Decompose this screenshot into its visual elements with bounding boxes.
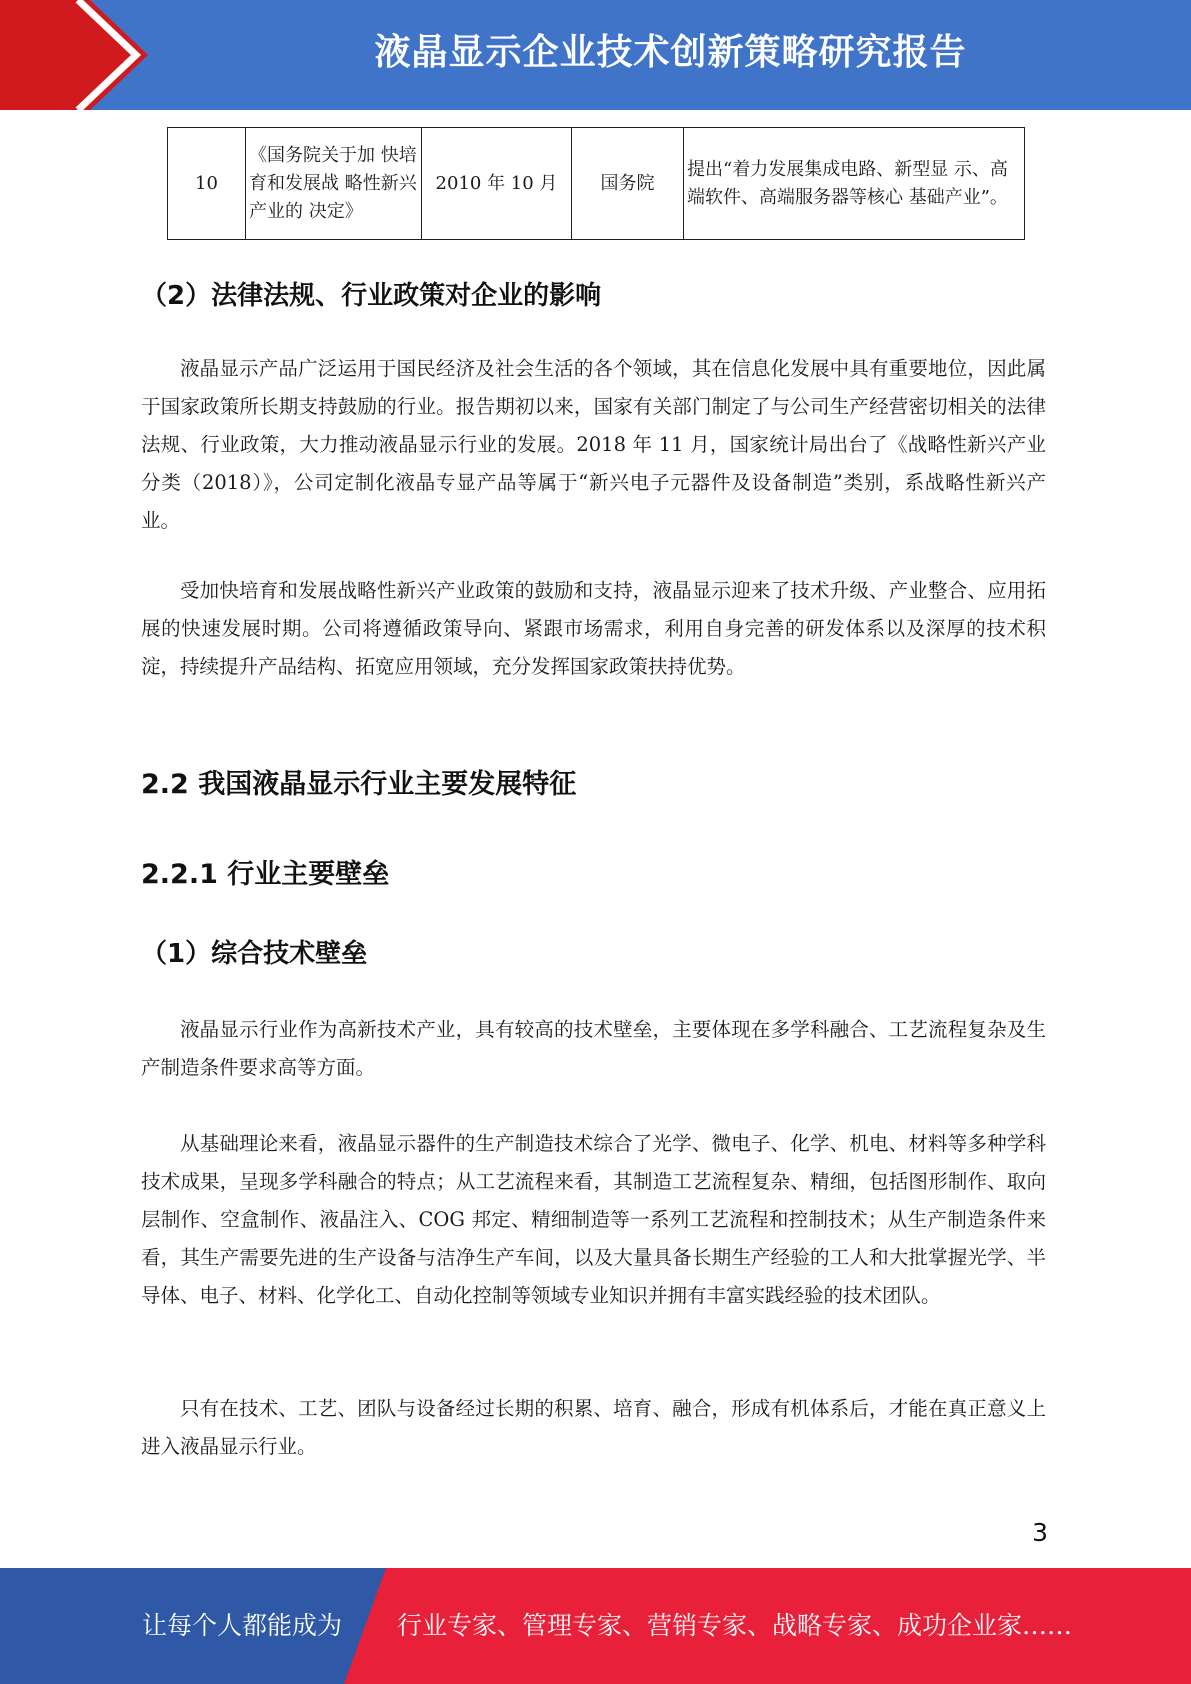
footer-slogan-right: 行业专家、管理专家、营销专家、战略专家、成功企业家……	[397, 1611, 1073, 1640]
section-heading-2-2-1: 2.2.1 行业主要壁垒	[141, 859, 390, 890]
section-heading-2-2: 2.2 我国液晶显示行业主要发展特征	[141, 769, 577, 800]
section-heading-tech-barrier: （1）综合技术壁垒	[141, 939, 368, 969]
header-banner	[0, 0, 1191, 110]
cell-issuer: 国务院	[572, 128, 684, 240]
paragraph-tech-barrier-3: 只有在技术、工艺、团队与设备经过长期的积累、培育、融合，形成有机体系后，才能在真正意义上进入液晶显示行业。	[141, 1397, 1046, 1458]
page-number: 3	[1032, 1518, 1048, 1547]
paragraph-tech-barrier-2: 从基础理论来看，液晶显示器件的生产制造技术综合了光学、微电子、化学、机电、材料等多种学科技术成果，呈现多学科融合的特点；从工艺流程来看，其制造工艺流程复杂、精细，包括图形制作、取向层制作、空盒制作、液晶注入、COG 邦定、精细制造等一系列工艺流程和控制技术；从生产制造条件来看，其生产需要先进的生产设备与洁净生产车间，以及大量具备长期生产经验的工人和大批掌握光学、半导体、电子、材料、化学化工、自动化控制等领域专业知识并拥有丰富实践经验的技术团队。	[141, 1132, 1046, 1307]
cell-number: 10	[168, 128, 246, 240]
cell-content: 提出“着力发展集成电路、新型显 示、高端软件、高端服务器等核心 基础产业”。	[684, 128, 1025, 240]
section-heading-law-impact: （2）法律法规、行业政策对企业的影响	[141, 281, 602, 311]
cell-date: 2010 年 10 月	[422, 128, 572, 240]
table-row	[168, 128, 1025, 240]
cell-document-name: 《国务院关于加 快培育和发展战 略性新兴产业的 决定》	[246, 128, 422, 240]
report-title: 液晶显示企业技术创新策略研究报告	[374, 32, 967, 73]
paragraph-law-impact-1: 液晶显示产品广泛运用于国民经济及社会生活的各个领域，其在信息化发展中具有重要地位，因此属于国家政策所长期支持鼓励的行业。报告期初以来，国家有关部门制定了与公司生产经营密切相关的法律法规、行业政策，大力推动液晶显示行业的发展。2018 年 11 月，国家统计局出台了《战略性新兴产业分类（2018）》，公司定制化液晶专显产品等属于“新兴电子元器件及设备制造”类别，系战略性新兴产业。	[141, 357, 1046, 532]
paragraph-tech-barrier-1: 液晶显示行业作为高新技术产业，具有较高的技术壁垒，主要体现在多学科融合、工艺流程复杂及生产制造条件要求高等方面。	[141, 1018, 1046, 1079]
footer-banner	[0, 1568, 1191, 1684]
policy-table	[167, 127, 1025, 240]
footer-slogan-left: 让每个人都能成为	[142, 1611, 343, 1640]
paragraph-law-impact-2: 受加快培育和发展战略性新兴产业政策的鼓励和支持，液晶显示迎来了技术升级、产业整合、应用拓展的快速发展时期。公司将遵循政策导向、紧跟市场需求，利用自身完善的研发体系以及深厚的技术积淀，持续提升产品结构、拓宽应用领域，充分发挥国家政策扶持优势。	[141, 579, 1046, 678]
